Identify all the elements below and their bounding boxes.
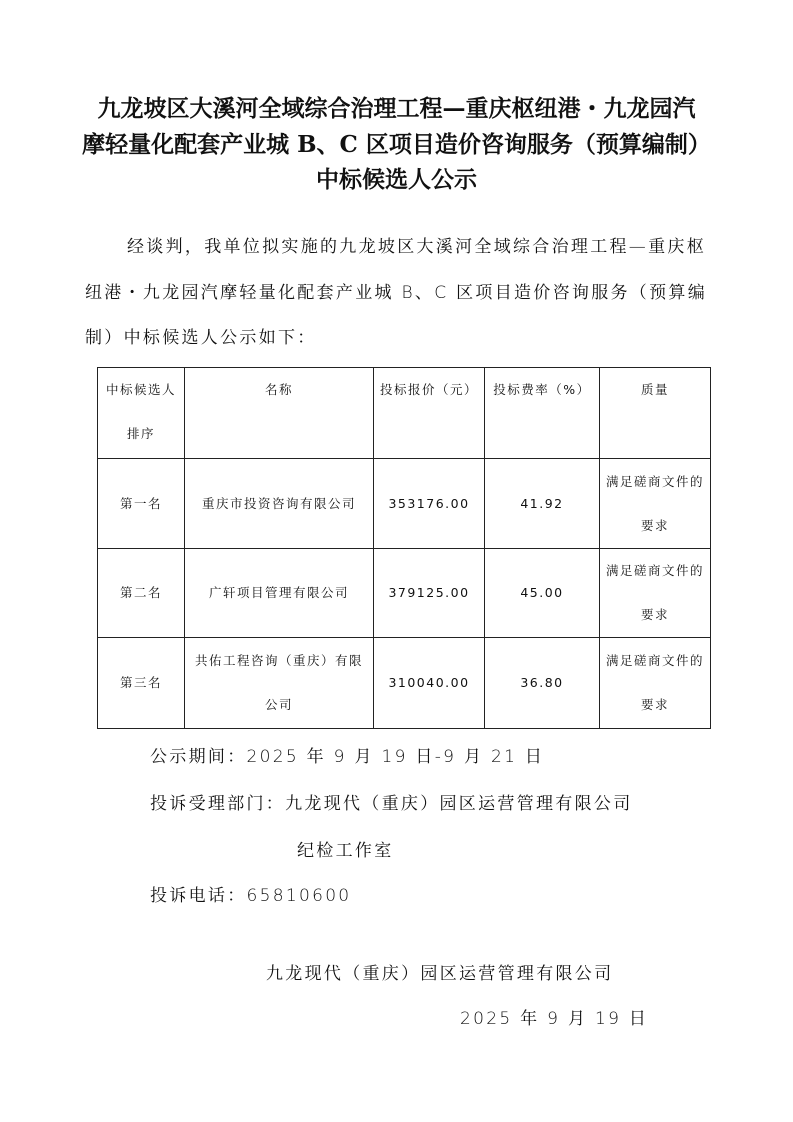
cell-rank: 第二名 [98,549,185,638]
cell-name: 广轩项目管理有限公司 [185,549,374,638]
header-price: 投标报价（元） [374,368,485,459]
cell-name: 重庆市投资咨询有限公司 [185,459,374,549]
cell-price: 353176.00 [374,459,485,549]
title-line-2: 摩轻量化配套产业城 B、C 区项目造价咨询服务（预算编制） [82,131,711,158]
table-row [98,638,711,729]
table-header-row [98,368,711,459]
header-name: 名称 [185,368,374,459]
header-rate: 投标费率（%） [485,368,600,459]
intro-line-1: 经谈判，我单位拟实施的九龙坡区大溪河全域综合治理工程—重庆枢 [127,237,706,257]
table-row [98,459,711,549]
candidates-table [97,367,711,729]
cell-rank: 第三名 [98,638,185,729]
cell-name: 共佑工程咨询（重庆）有限公司 [185,638,374,729]
signature-org: 九龙现代（重庆）园区运营管理有限公司 [266,964,614,984]
cell-price: 379125.00 [374,549,485,638]
notice-period: 公示期间：2025 年 9 月 19 日-9 月 21 日 [150,747,545,767]
cell-quality: 满足磋商文件的要求 [600,459,711,549]
cell-price: 310040.00 [374,638,485,729]
cell-rate: 45.00 [485,549,600,638]
header-quality: 质量 [600,368,711,459]
cell-quality: 满足磋商文件的要求 [600,638,711,729]
header-rank: 中标候选人排序 [98,368,185,459]
cell-rate: 36.80 [485,638,600,729]
cell-rank: 第一名 [98,459,185,549]
signature-date: 2025 年 9 月 19 日 [460,1009,649,1029]
title-line-3: 中标候选人公示 [316,166,477,193]
cell-quality: 满足磋商文件的要求 [600,549,711,638]
notice-phone: 投诉电话：65810600 [150,886,352,906]
intro-line-2: 纽港・九龙园汽摩轻量化配套产业城 B、C 区项目造价咨询服务（预算编 [85,283,708,303]
title-line-1: 九龙坡区大溪河全域综合治理工程—重庆枢纽港・九龙园汽 [97,95,696,122]
table-row [98,549,711,638]
intro-line-3: 制）中标候选人公示如下： [85,328,317,348]
notice-dept-office: 纪检工作室 [297,841,394,861]
cell-rate: 41.92 [485,459,600,549]
notice-dept: 投诉受理部门：九龙现代（重庆）园区运营管理有限公司 [150,794,633,814]
